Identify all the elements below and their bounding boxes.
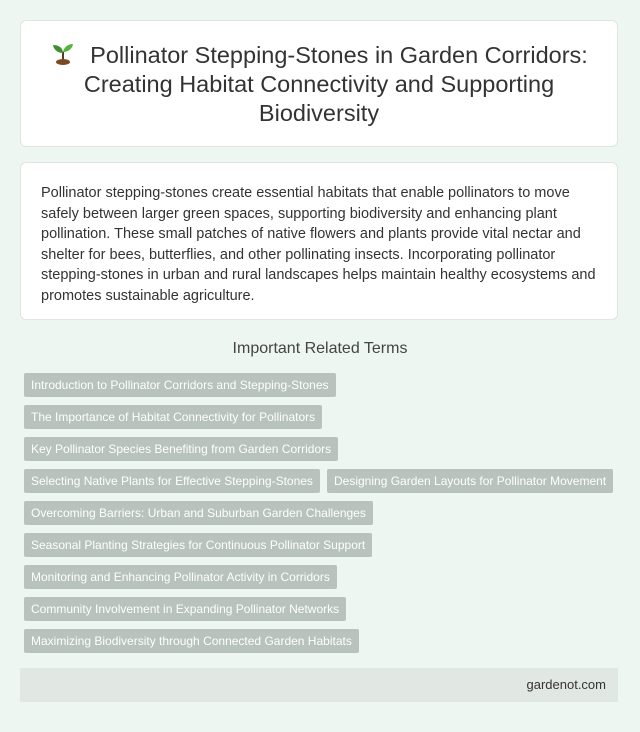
term-tag[interactable]: Maximizing Biodiversity through Connected Garden Habitats bbox=[24, 629, 359, 653]
term-tag[interactable]: Key Pollinator Species Benefiting from Garden Corridors bbox=[24, 437, 338, 461]
term-tag[interactable]: The Importance of Habitat Connectivity for Pollinators bbox=[24, 405, 322, 429]
footer bbox=[20, 668, 618, 702]
term-tag[interactable]: Overcoming Barriers: Urban and Suburban Garden Challenges bbox=[24, 501, 373, 525]
term-tag[interactable]: Seasonal Planting Strategies for Continuous Pollinator Support bbox=[24, 533, 372, 557]
term-tag[interactable]: Designing Garden Layouts for Pollinator Movement bbox=[327, 469, 613, 493]
intro-card bbox=[20, 162, 618, 320]
page-title-text: Pollinator Stepping-Stones in Garden Corridors: Creating Habitat Connectivity and Supporting Biodiversity bbox=[83, 41, 588, 126]
footer-site[interactable]: gardenot.com bbox=[526, 677, 606, 692]
related-terms-heading: Important Related Terms bbox=[232, 340, 408, 357]
term-tag[interactable]: Monitoring and Enhancing Pollinator Activity in Corridors bbox=[24, 565, 337, 589]
term-tag[interactable]: Introduction to Pollinator Corridors and Stepping-Stones bbox=[24, 373, 336, 397]
sprout-icon bbox=[50, 40, 76, 66]
term-tag[interactable]: Selecting Native Plants for Effective Stepping-Stones bbox=[24, 469, 320, 493]
title-card bbox=[20, 20, 618, 147]
intro-paragraph: Pollinator stepping-stones create essential habitats that enable pollinators to move safely between larger green spaces, supporting biodiversity and enhancing plant pollination. These small patches of native flowers and plants provide vital nectar and shelter for bees, butterflies, and other pollinating insects. Incorporating pollinator stepping-stones in urban and rural landscapes helps maintain healthy ecosystems and promotes sustainable agriculture. bbox=[41, 185, 596, 304]
term-tag[interactable]: Community Involvement in Expanding Pollinator Networks bbox=[24, 597, 346, 621]
page-title bbox=[39, 40, 599, 128]
